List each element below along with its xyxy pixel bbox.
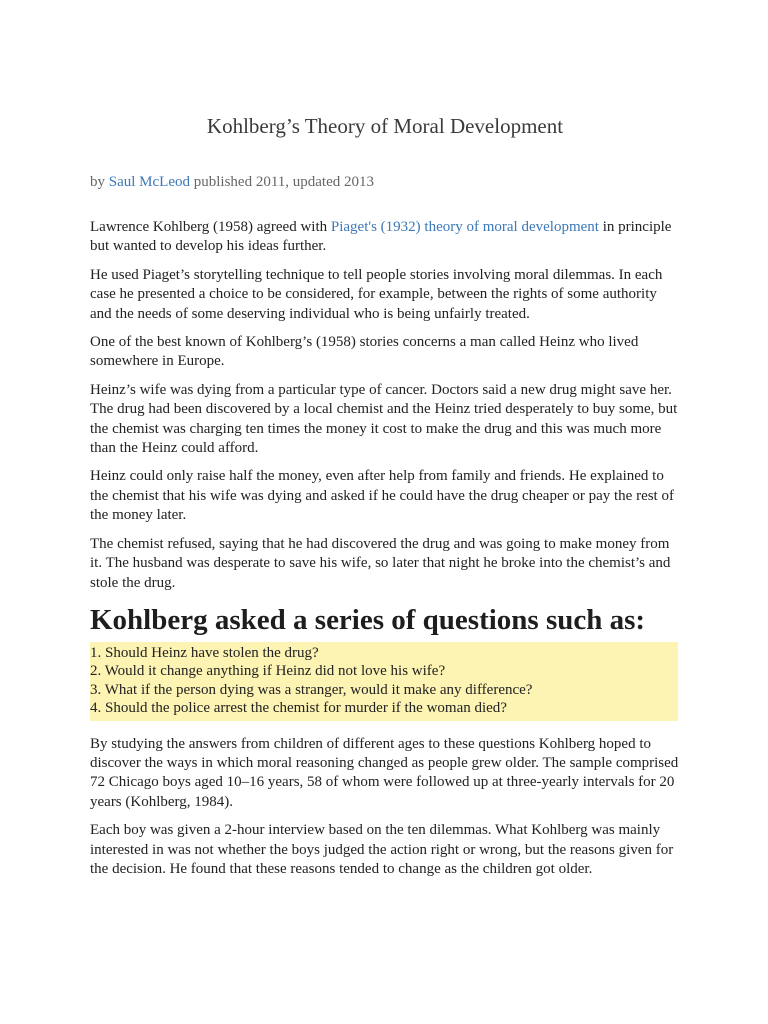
- paragraph-chemist-refused: The chemist refused, saying that he had discovered the drug and was going to make money from it. The husband was desperate to save his wife, so later that night he broke into the chemist’s and stole the drug.: [90, 535, 671, 591]
- paragraph-study: By studying the answers from children of different ages to these questions Kohlberg hoped to discover the ways in which moral reasoning changed as people grew older. The sample comprised 72 Chicago boys aged 10–16 years, 58 of whom were followed up at three-yearly intervals for 20 years (Kohlberg, 1984).: [90, 735, 679, 810]
- paragraph-heinz-intro: One of the best known of Kohlberg’s (1958) stories concerns a man called Heinz who lived somewhere in Europe.: [90, 334, 639, 370]
- paragraph-intro-end: in principle but wanted to develop his ideas further.: [90, 219, 672, 255]
- paragraph-interview: Each boy was given a 2-hour interview based on the ten dilemmas. What Kohlberg was mainly interested in was not whether the boys judged the action right or wrong, but the reasons given for the decision. He found that these reasons tended to change as the children got older.: [90, 822, 674, 877]
- author-link[interactable]: Saul McLeod: [108, 174, 190, 190]
- question-item: 1. Should Heinz have stolen the drug?: [90, 644, 319, 661]
- questions-list: [90, 642, 678, 721]
- byline-prefix: by: [90, 174, 109, 190]
- byline: [90, 172, 374, 192]
- paragraph-heinz-money: Heinz could only raise half the money, even after help from family and friends. He explained to the chemist that his wife was dying and asked if he could have the drug cheaper or pay the rest of the money later.: [90, 468, 674, 524]
- article-title: Kohlberg’s Theory of Moral Development: [206, 114, 564, 138]
- byline-date: published 2011, updated 2013: [189, 174, 374, 190]
- paragraph-storytelling: He used Piaget’s storytelling technique to tell people stories involving moral dilemmas. In each case he presented a choice to be considered, for example, between the rights of some authority and the needs of some deserving individual who is being unfairly treated.: [90, 266, 663, 322]
- question-item: 4. Should the police arrest the chemist for murder if the woman died?: [90, 700, 507, 717]
- question-item: 3. What if the person dying was a stranger, would it make any difference?: [90, 681, 533, 698]
- section-heading: Kohlberg asked a series of questions such as:: [90, 603, 646, 636]
- paragraph-intro: [90, 218, 680, 257]
- paragraph-heinz-wife: Heinz’s wife was dying from a particular type of cancer. Doctors said a new drug might save her. The drug had been discovered by a local chemist and the Heinz tried desperately to buy some, but the chemist was charging ten times the money it cost to make the drug and this was much more than the Heinz could afford.: [90, 381, 678, 457]
- article-body: [90, 218, 680, 888]
- piaget-theory-link[interactable]: Piaget's (1932) theory of moral development: [330, 219, 599, 235]
- paragraph-intro-start: Lawrence Kohlberg (1958) agreed with: [90, 219, 331, 235]
- question-item: 2. Would it change anything if Heinz did not love his wife?: [90, 663, 446, 680]
